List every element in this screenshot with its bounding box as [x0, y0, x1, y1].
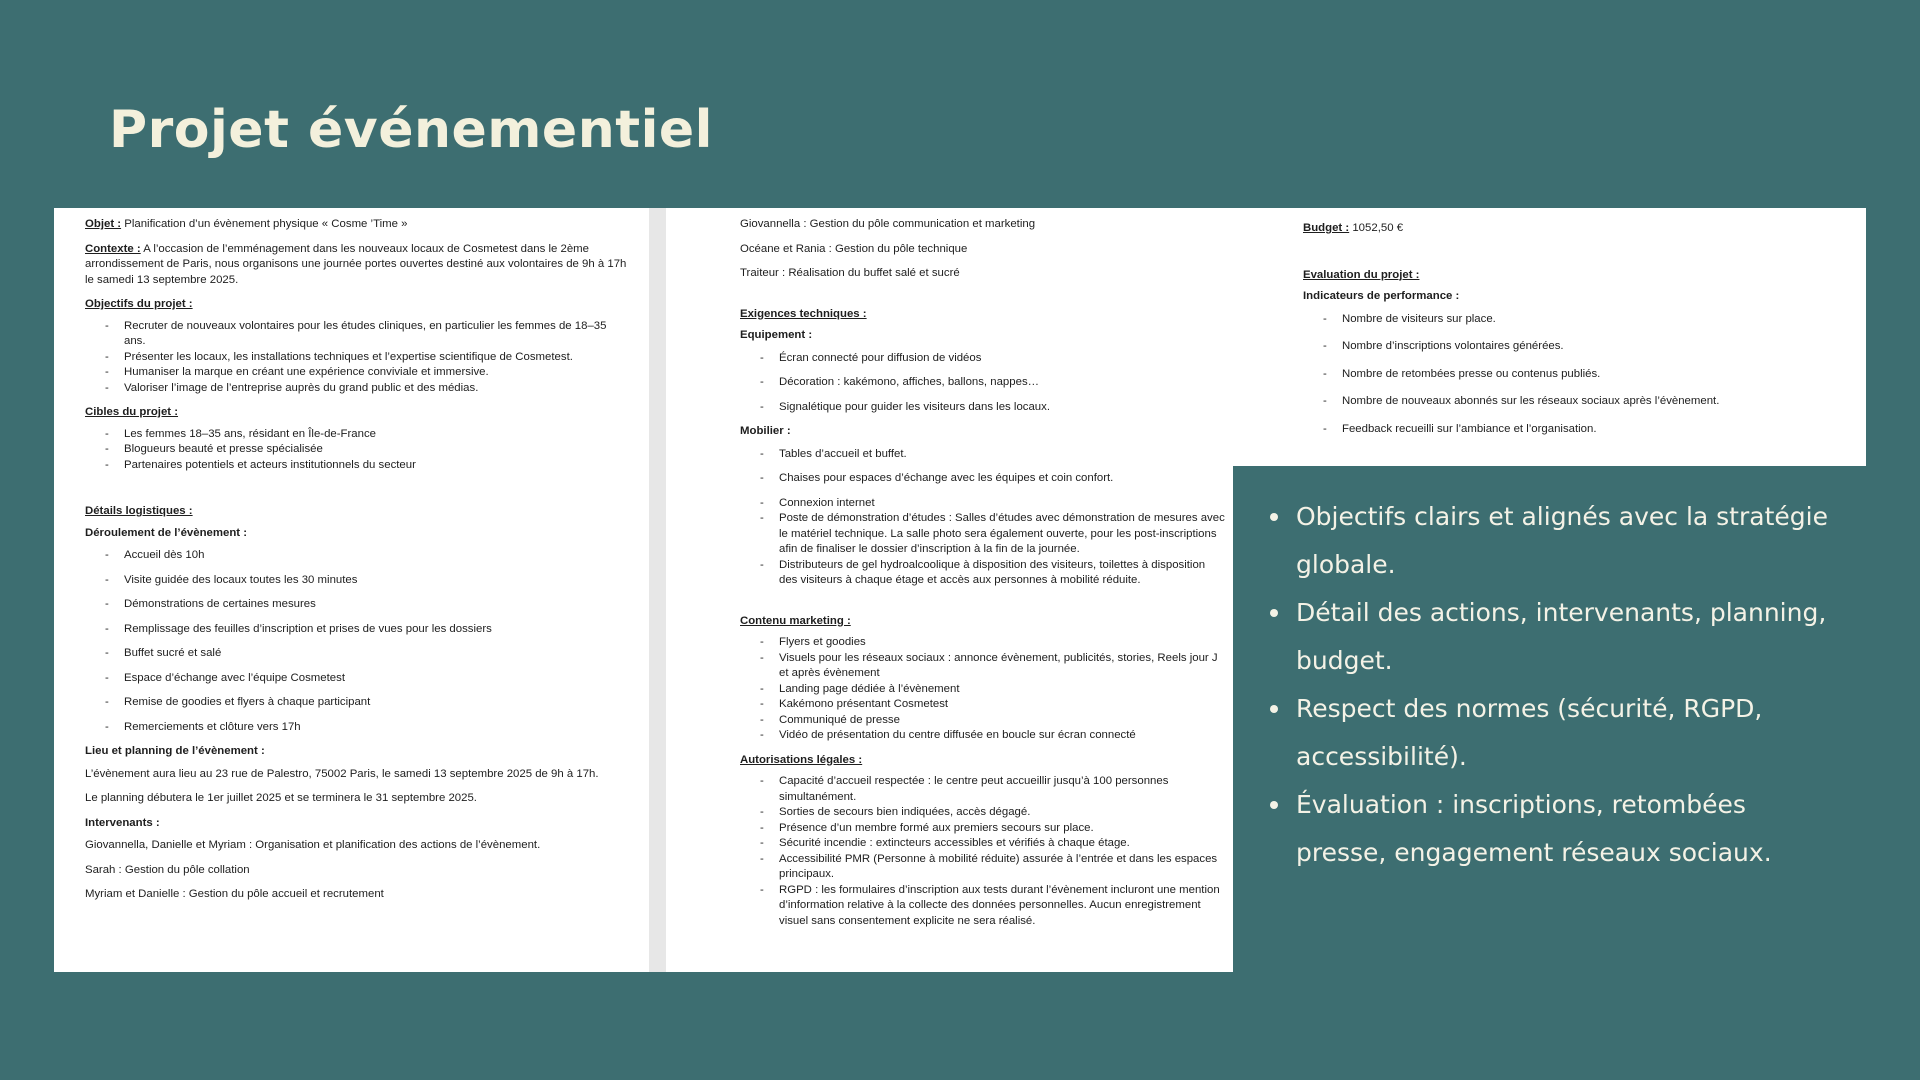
bullet-dot-icon	[1270, 609, 1278, 617]
bullet-dot-icon	[1270, 705, 1278, 713]
list-item: - Présence d’un membre formé aux premiers secours sur place.	[779, 821, 1225, 837]
objectifs-list	[85, 319, 629, 397]
list-item: - Signalétique pour guider les visiteurs dans les locaux.	[779, 400, 1225, 416]
lieu-heading: Lieu et planning de l’évènement :	[85, 745, 265, 757]
summary-bullet	[1268, 781, 1828, 877]
objectifs-heading: Objectifs du projet :	[85, 298, 193, 310]
objet-text: Planification d’un évènement physique « Cosme ’Time »	[121, 218, 408, 230]
contexte-paragraph	[85, 242, 629, 289]
list-item: - Blogueurs beauté et presse spécialisée	[124, 442, 629, 458]
contenu-heading: Contenu marketing :	[740, 614, 851, 627]
summary-bullet-text: Évaluation : inscriptions, retombées presse, engagement réseaux sociaux.	[1296, 790, 1772, 867]
page-gap	[649, 208, 666, 972]
objet-line	[85, 217, 629, 233]
summary-bullet-text: Respect des normes (sécurité, RGPD, accessibilité).	[1296, 694, 1763, 771]
list-item: - Connexion internet	[779, 496, 1225, 512]
list-item: - Accueil dès 10h	[124, 548, 629, 564]
bullet-dot-icon	[1270, 513, 1278, 521]
equipement-heading: Equipement :	[740, 329, 813, 341]
indicateurs-list	[1303, 312, 1846, 438]
list-item: - Distributeurs de gel hydroalcoolique à disposition des visiteurs, toilettes à disposition des visiteurs à chaque étage et accès aux personnes à mobilité réduite.	[779, 558, 1225, 589]
summary-bullet	[1268, 685, 1828, 781]
list-item: - Flyers et goodies	[779, 635, 1225, 651]
list-item: - Chaises pour espaces d’échange avec les équipes et coin confort.	[779, 471, 1225, 487]
list-item: - Sécurité incendie : extincteurs accessibles et vérifiés à chaque étage.	[779, 836, 1225, 852]
contexte-text: A l’occasion de l’emménagement dans les nouveaux locaux de Cosmetest dans le 2ème arrondissement de Paris, nous organisons une journée portes ouvertes destiné aux volontaires de 9h à 17h le samedi 13 septembre 2025.	[85, 242, 627, 286]
list-item: - Feedback recueilli sur l’ambiance et l’organisation.	[1342, 422, 1846, 438]
list-item: - Vidéo de présentation du centre diffusée en boucle sur écran connecté	[779, 728, 1225, 744]
contexte-label: Contexte :	[85, 242, 141, 255]
autorisations-list	[740, 774, 1225, 929]
bullet-dot-icon	[1270, 801, 1278, 809]
list-item: - Décoration : kakémono, affiches, ballons, nappes…	[779, 375, 1225, 391]
list-item: - Visite guidée des locaux toutes les 30 minutes	[124, 573, 629, 589]
list-item: - Démonstrations de certaines mesures	[124, 597, 629, 613]
summary-bullet-text: Objectifs clairs et alignés avec la stratégie globale.	[1296, 502, 1828, 579]
list-item: - Buffet sucré et salé	[124, 646, 629, 662]
budget-value: 1052,50 €	[1349, 222, 1404, 234]
list-item: - Remise de goodies et flyers à chaque participant	[124, 695, 629, 711]
contenu-list	[740, 635, 1225, 744]
list-item: - Nombre de visiteurs sur place.	[1342, 312, 1846, 328]
list-item: - Sorties de secours bien indiquées, accès dégagé.	[779, 805, 1225, 821]
intervenants-heading: Intervenants :	[85, 816, 160, 829]
equipement-list	[740, 351, 1225, 416]
intervenant-line: Giovannella : Gestion du pôle communication et marketing	[740, 218, 1036, 230]
list-item: - Tables d’accueil et buffet.	[779, 447, 1225, 463]
list-item: - Nombre de retombées presse ou contenus publiés.	[1342, 367, 1846, 383]
intervenant-line: Traiteur : Réalisation du buffet salé et sucré	[740, 267, 960, 279]
list-item: - Poste de démonstration d’études : Salles d’études avec démonstration de mesures avec le matériel technique. La salle photo sera également ouverte, pour les post-inscriptions afin de finaliser le dossier d’inscription à la fin de la journée.	[779, 511, 1225, 558]
mobilier-list	[740, 447, 1225, 487]
list-item: - Remerciements et clôture vers 17h	[124, 720, 629, 736]
deroulement-heading: Déroulement de l’évènement :	[85, 526, 248, 539]
intervenant-line: Océane et Rania : Gestion du pôle technique	[740, 242, 968, 255]
document-page-2	[666, 208, 1233, 972]
list-item: - Partenaires potentiels et acteurs institutionnels du secteur	[124, 458, 629, 474]
exigences-heading: Exigences techniques :	[740, 307, 867, 320]
list-item: - Les femmes 18–35 ans, résidant en Île-de-France	[124, 427, 629, 443]
list-item: - Présenter les locaux, les installations techniques et l’expertise scientifique de Cosmetest.	[124, 350, 629, 366]
document-page-1	[54, 208, 649, 972]
lieu-text: L’évènement aura lieu au 23 rue de Palestro, 75002 Paris, le samedi 13 septembre 2025 de 9h à 17h.	[85, 767, 599, 780]
mobilier-heading: Mobilier :	[740, 425, 791, 437]
slide-title: Projet événementiel	[109, 100, 713, 160]
summary-bullet-text: Détail des actions, intervenants, planning, budget.	[1296, 598, 1827, 675]
cibles-list	[85, 427, 629, 474]
document-page-3	[1233, 208, 1866, 466]
list-item: - Écran connecté pour diffusion de vidéos	[779, 351, 1225, 367]
cibles-heading: Cibles du projet :	[85, 406, 179, 418]
list-item: - Visuels pour les réseaux sociaux : annonce évènement, publicités, stories, Reels jour J et après évènement	[779, 651, 1225, 682]
evaluation-heading: Evaluation du projet :	[1303, 268, 1420, 281]
list-item: - RGPD : les formulaires d’inscription aux tests durant l’évènement incluront une mention d’information relative à la collecte des données personnelles. Aucun enregistrement visuel sans consentement explicite ne sera réalisé.	[779, 883, 1225, 930]
summary-bullet	[1268, 493, 1828, 589]
list-item: - Espace d’échange avec l’équipe Cosmetest	[124, 671, 629, 687]
mobilier-extra-list	[740, 496, 1225, 589]
budget-line	[1303, 221, 1846, 237]
budget-label: Budget :	[1303, 222, 1350, 234]
planning-text: Le planning débutera le 1er juillet 2025 et se terminera le 31 septembre 2025.	[85, 792, 477, 804]
autorisations-heading: Autorisations légales :	[740, 753, 863, 766]
intervenant-line: Giovannella, Danielle et Myriam : Organisation et planification des actions de l’évènement.	[85, 839, 541, 851]
list-item: - Kakémono présentant Cosmetest	[779, 697, 1225, 713]
list-item: - Humaniser la marque en créant une expérience conviviale et immersive.	[124, 365, 629, 381]
summary-bullet-list	[1268, 493, 1828, 877]
details-heading: Détails logistiques :	[85, 505, 193, 517]
list-item: - Recruter de nouveaux volontaires pour les études cliniques, en particulier les femmes de 18–35 ans.	[124, 319, 629, 350]
list-item: - Communiqué de presse	[779, 713, 1225, 729]
intervenant-line: Sarah : Gestion du pôle collation	[85, 863, 250, 876]
list-item: - Accessibilité PMR (Personne à mobilité réduite) assurée à l’entrée et dans les espaces principaux.	[779, 852, 1225, 883]
list-item: - Capacité d’accueil respectée : le centre peut accueillir jusqu’à 100 personnes simultanément.	[779, 774, 1225, 805]
summary-bullet	[1268, 589, 1828, 685]
objet-label: Objet :	[85, 218, 122, 230]
deroulement-list	[85, 548, 629, 735]
list-item: - Nombre d’inscriptions volontaires générées.	[1342, 339, 1846, 355]
list-item: - Remplissage des feuilles d’inscription et prises de vues pour les dossiers	[124, 622, 629, 638]
indicateurs-heading: Indicateurs de performance :	[1303, 290, 1460, 302]
list-item: - Nombre de nouveaux abonnés sur les réseaux sociaux après l’évènement.	[1342, 394, 1846, 410]
intervenant-line: Myriam et Danielle : Gestion du pôle accueil et recrutement	[85, 888, 384, 900]
list-item: - Valoriser l’image de l’entreprise auprès du grand public et des médias.	[124, 381, 629, 397]
list-item: - Landing page dédiée à l’évènement	[779, 682, 1225, 698]
